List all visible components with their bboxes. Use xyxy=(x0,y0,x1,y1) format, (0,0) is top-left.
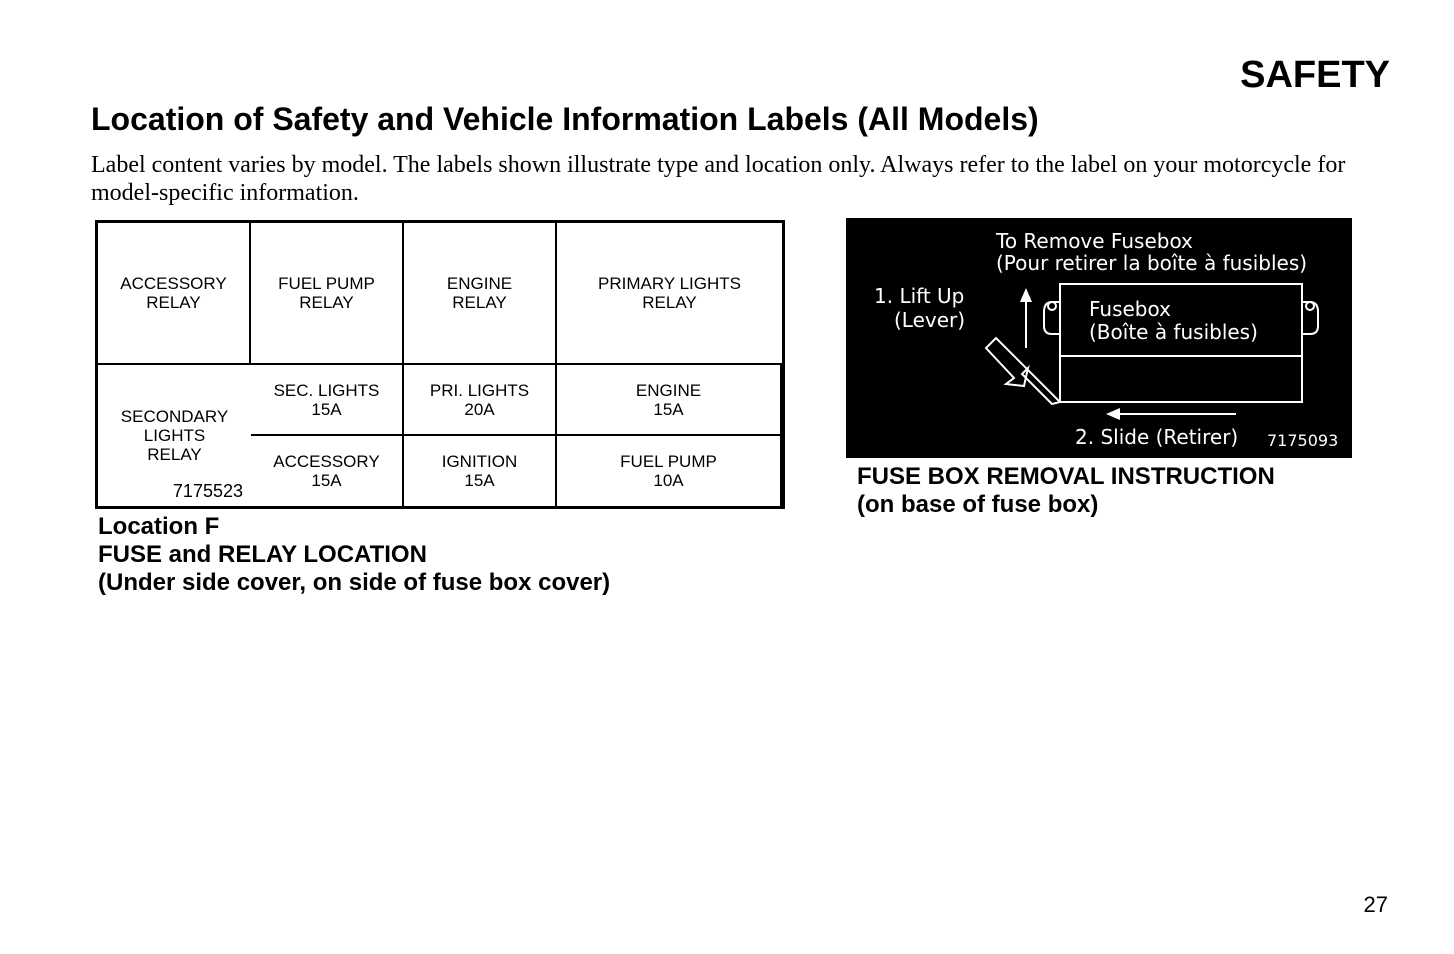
fuse-cell-fuel-pump-10a: FUEL PUMP 10A xyxy=(557,436,782,506)
right-clip-icon xyxy=(1302,302,1318,334)
section-title: SAFETY xyxy=(1240,54,1390,96)
fuse-cell-primary-lights-relay: PRIMARY LIGHTS RELAY xyxy=(557,223,782,365)
caption-location: Location F xyxy=(98,513,220,540)
fuse-cell-engine-relay: ENGINE RELAY xyxy=(404,223,557,365)
left-clip-icon xyxy=(1044,302,1060,334)
fuse-box-removal-label xyxy=(846,218,1352,458)
removal-label-caption xyxy=(857,463,1275,519)
removal-caption-title: FUSE BOX REMOVAL INSTRUCTION xyxy=(857,463,1275,490)
caption-note: (Under side cover, on side of fuse box cover) xyxy=(98,569,611,596)
removal-caption-note: (on base of fuse box) xyxy=(857,491,1099,518)
step1-lift-up: 1. Lift Up xyxy=(874,284,965,308)
fusebox-label-en: Fusebox xyxy=(1089,297,1171,321)
fuse-cell-engine-15a: ENGINE 15A xyxy=(557,365,782,436)
secondary-lights-relay-text: SECONDARY LIGHTS RELAY xyxy=(120,407,229,464)
lever-icon xyxy=(986,338,1060,404)
step1-lever: (Lever) xyxy=(894,308,966,332)
slide-arrow-head xyxy=(1106,408,1120,420)
fuse-label-part-number: 7175523 xyxy=(172,481,243,501)
fuse-cell-accessory-15a: ACCESSORY 15A xyxy=(251,436,404,506)
fuse-relay-label xyxy=(95,220,785,509)
fuse-cell-sec-lights-15a: SEC. LIGHTS 15A xyxy=(251,365,404,436)
fuse-cell-pri-lights-20a: PRI. LIGHTS 20A xyxy=(404,365,557,436)
right-loop-icon xyxy=(1306,302,1314,310)
fusebox-label-fr: (Boîte à fusibles) xyxy=(1089,320,1258,344)
fuse-cell-ignition-15a: IGNITION 15A xyxy=(404,436,557,506)
caption-title: FUSE and RELAY LOCATION xyxy=(98,541,427,568)
removal-label-part-number: 7175093 xyxy=(1267,431,1339,450)
intro-paragraph: Label content varies by model. The labels shown illustrate type and location only. Always refer to the label on your motorcycle for model-specific information. xyxy=(91,152,1346,206)
step2-slide: 2. Slide (Retirer) xyxy=(1075,425,1239,449)
removal-title-en: To Remove Fusebox xyxy=(996,229,1193,253)
removal-title-fr: (Pour retirer la boîte à fusibles) xyxy=(996,251,1308,275)
fuse-cell-fuel-pump-relay: FUEL PUMP RELAY xyxy=(251,223,404,365)
fuse-label-caption xyxy=(98,513,610,597)
lift-arrow-head xyxy=(1020,288,1032,302)
fuse-cell-secondary-lights-relay xyxy=(98,365,251,506)
left-loop-icon xyxy=(1048,302,1056,310)
fusebox-base-outline xyxy=(1060,356,1302,402)
page-heading: Location of Safety and Vehicle Information Labels (All Models) xyxy=(91,101,1039,137)
page-number: 27 xyxy=(1363,892,1388,917)
fuse-cell-accessory-relay: ACCESSORY RELAY xyxy=(98,223,251,365)
